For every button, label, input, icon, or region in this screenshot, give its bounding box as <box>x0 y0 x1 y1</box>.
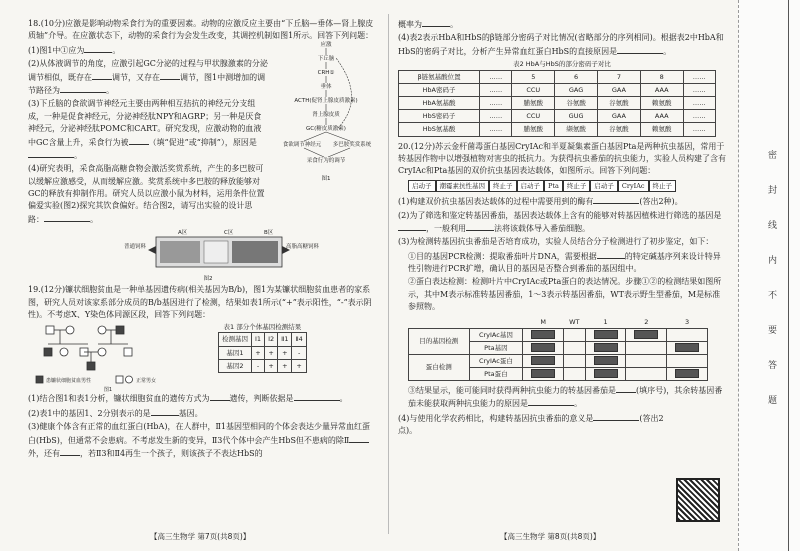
gel-cell <box>523 354 564 367</box>
gel-cell <box>626 341 667 354</box>
t2-h6: …… <box>683 71 715 84</box>
table-row <box>219 359 307 372</box>
margin-char-2: 线 <box>768 221 778 231</box>
gel-band <box>594 369 618 378</box>
gel-band <box>594 356 618 365</box>
vector-box-6: 启动子 <box>590 180 618 192</box>
vector-box-2: 终止子 <box>489 180 517 192</box>
t2-r1c0: HbA氨基酸 <box>399 97 480 110</box>
table-row <box>219 346 307 359</box>
t2-r1c4: 谷氨酸 <box>597 97 640 110</box>
gel-h3: 2 <box>644 317 649 326</box>
vector-box-0: 启动子 <box>408 180 436 192</box>
gel-cell <box>523 328 564 341</box>
t2-r2c1: …… <box>480 110 512 123</box>
t2-r3c4: 谷氨酸 <box>597 123 640 136</box>
fig1-caption: 图1 <box>321 175 331 182</box>
gel-cell <box>667 328 708 341</box>
table-row <box>409 354 708 367</box>
gel-header-empty <box>409 316 523 329</box>
gel-cell <box>585 341 626 354</box>
blank-q20-4[interactable] <box>593 412 639 421</box>
blank-q19-2[interactable] <box>151 407 179 416</box>
figure-1-flowchart <box>276 38 376 188</box>
gel-cell <box>667 354 708 367</box>
q20-head: 20.(12分)苏云金杆菌毒蛋白基因CryIAc和半夏凝集素蛋白基因Pta是两种抗虫基因，常用于转基因作物中以增强植物对害虫的抵抗力。为获得抗虫番茄的抗虫能力，实验人员构建了含有CryIAc和Pta基因的双价抗虫基因表达载体，如图所示。回答下列问题： <box>398 141 726 176</box>
gel-band <box>531 343 555 352</box>
fig1-node-5: 肾上腺皮质 <box>312 111 340 118</box>
fig1-node-9: 采食行为的调节 <box>306 157 346 164</box>
q20-3: (3)为检测转基因抗虫番茄是否培育成功，实验人员结合分子检测进行了初步鉴定，如下： <box>398 237 714 247</box>
table-row <box>399 97 716 110</box>
q19-3c: ，若Ⅱ3和Ⅱ4再生一个孩子，则该孩子不表达HbS的 <box>80 448 263 458</box>
table1 <box>218 332 307 372</box>
margin-char-1: 封 <box>768 186 778 196</box>
gel-cell <box>585 354 626 367</box>
t2-h4: 7 <box>597 71 640 84</box>
blank-q18-4[interactable] <box>44 213 90 222</box>
pedigree-legend-normal: 正常男女 <box>136 378 157 385</box>
blank-q18-2c[interactable] <box>60 84 106 93</box>
t2-r1c3: 谷氨酸 <box>555 97 598 110</box>
gel-results-table <box>408 316 708 381</box>
margin-char-0: 密 <box>768 151 778 161</box>
t2-r0c5: AAA <box>640 84 683 97</box>
qr-code <box>676 478 720 522</box>
q18-2c: 调节，图1中测增加的调节路径为 <box>28 72 266 95</box>
t1-h2: Ⅰ2 <box>265 333 278 346</box>
footer-left: 【高三生物学 第7页(共8页)】 <box>150 532 251 541</box>
blank-q19-1a[interactable] <box>210 392 230 401</box>
t2-r2c5: AAA <box>640 110 683 123</box>
blank-q20-3c[interactable] <box>616 384 636 393</box>
t1-r0c0: 基因1 <box>219 346 252 359</box>
t2-r0c1: …… <box>480 84 512 97</box>
blank-q19-1b[interactable] <box>294 392 340 401</box>
t1-r1c4: + <box>292 359 306 372</box>
vector-box-7: CryIAc <box>618 180 649 192</box>
gel-cell <box>564 341 586 354</box>
pedigree-caption: 图1 <box>103 387 113 393</box>
q18-2b: 调节，又存在 <box>112 72 160 82</box>
blank-q18-3[interactable] <box>129 136 149 145</box>
blank-q19-3b[interactable] <box>60 447 80 456</box>
q20-3a2: 的特定碱基序列来设计特异性引物进行PCR扩增，确认目的基因是否整合到番茄的基因组中。 <box>408 251 721 274</box>
q19-4: (4)表2表示HbA和HbS的β链部分密码子对比情况(省略部分的序列相同)。根据表2中HbA和HbS的密码子对比，分析产生异常血红蛋白HbS的直接原因是 <box>398 33 724 56</box>
t1-r1c1: - <box>252 359 265 372</box>
margin-char-4: 不 <box>768 291 778 301</box>
figure-2-svg <box>28 228 376 282</box>
q19-2: (2)表1中的基因1、2分别表示的是 <box>28 408 151 418</box>
fig1-node-0: 应激 <box>320 41 332 48</box>
q20-2b: ，一般利用 <box>426 223 466 233</box>
t2-r3c3: 缬氨酸 <box>555 123 598 136</box>
seal-margin-line <box>788 0 789 551</box>
q20-1b: (答出2种)。 <box>639 197 683 207</box>
t2-r3c5: 赖氨酸 <box>640 123 683 136</box>
t2-r1c6: …… <box>683 97 715 110</box>
fig2-c: C区 <box>224 230 234 237</box>
table2-header-row <box>399 71 716 84</box>
gel-cell <box>564 354 586 367</box>
blank-r-top[interactable] <box>422 18 450 27</box>
t1-r0c3: + <box>278 346 292 359</box>
t2-r3c1: …… <box>480 123 512 136</box>
q18-subs: (1)图1中①应为 。 (2)从体液调节的角度，应激引起GC分泌的过程与甲状腺激素的分泌调节相似，既存在 调节，又存在 调节，图1中测增加的调节路径为 。 (3)下丘脑的食欲调节神经元主要由两种相互拮抗的神经元分支组成，一种是促食神经元，分泌神经肽NPY和AGRP；另一种是厌食神经元，分泌神经肽POMC和CART。研究发现，应激动物的血液中GC含量上升，采食行为被 （填“促进”或“抑制”），原因是。 <box>28 45 268 160</box>
left-column: 18.(10分)应激是影响动物采食行为的重要因素。动物的应激反应主要由“下丘脑—垂体—肾上腺皮质轴”介导。在应激状态下，动物的采食行为会发生改变，其调控机制如图1所示。回答下列问题： (1)图1中①应为 。 (2)从体液调节的角度，应激引起GC分泌的过程与甲状腺激素的分泌调节相似，既存在 调节，又存在 调节，图1中测增加的调节路径为 。 (3)下丘脑的食欲调节神经元主要由两种相互拮抗的神经元分支组成，一种是促食神经元，分泌神经肽NPY和AGRP；另一种是厌食神经元，分泌神经肽POMC和CART。研究发现，应激动物的血液中GC含量上升，采食行为被 （填“促进”或“抑制”），原因是。 应激 下丘脑 CRH① 垂体 ACTH(促肾上腺皮质激素) 肾上腺皮质 GC(糖皮质激素) 食欲调节神经元 多巴胺奖赏系统 采食行为的调节 图1 (4)研究表明，采食高脂高糖食物会激活奖赏系统，产生的多巴胺可以缓解应激感受，从而缓解应激。奖赏系统中多巴胺的释放能够对GC的释放有抑制作用。研究人员以应激小鼠为材料，运用条件位置偏爱实验(图2)探究其饮食偏好。结合图2，请写出实验的设计思路： 。 普通饲料 高脂高糖饲料 A区 C区 B区 图2 19.(12分)镰状细胞贫血是一种单基因遗传病(相关基因为B/b)，图1为某镰状细胞贫血患者的家系图，研究人员对该家系部分成员的B/b基因进行了检测，结果如表1所示(“+”表示阳性，“-”表示阴性)。不考虑X、Y染色体同源区段，回答下列问题： 患镰状细胞贫血男性 正常男女 图1 表1 部分个体基因检测结果 检测基因 Ⅰ1 Ⅰ2 Ⅱ1 Ⅱ4 基因1 + + + - 基因2 - + + + (1)结合图1和表1分析，镰状细胞贫血的遗传方式为 遗传，判断依据是 。 (2)表1中的基因1、2分别表示的是 基因。 (3)健康个体含有正常的血红蛋白(HbA)，在人群中，Ⅱ1基因型相同的个体会表达少量异常血红蛋白(HbS)，但通常不会患病。不考虑发生新的变异，Ⅱ3代个体中会产生HbS但不患病的除Ⅱ外，还有 ，若Ⅱ3和Ⅱ4再生一个孩子，则该孩子不表达HbS的 <box>28 18 376 461</box>
blank-q20-3c2[interactable] <box>528 397 574 406</box>
table-row <box>409 328 708 341</box>
t2-r2c0: HbS密码子 <box>399 110 480 123</box>
table-row <box>399 110 716 123</box>
t1-h0: 检测基因 <box>219 333 252 346</box>
q18-body <box>28 41 376 182</box>
blank-q19-4[interactable] <box>617 45 663 54</box>
vector-box-3: 启动子 <box>517 180 545 192</box>
fig2-right-food: 高脂高糖饲料 <box>286 244 320 251</box>
t2-r2c4: GAA <box>597 110 640 123</box>
gel-h2: 1 <box>603 317 608 326</box>
t2-r0c4: GAA <box>597 84 640 97</box>
gel-cell <box>564 328 586 341</box>
blank-q18-3b[interactable] <box>28 149 74 158</box>
t2-r0c3: GAG <box>555 84 598 97</box>
q19-3b: 外，还有 <box>28 448 60 458</box>
q18-1: (1)图1中①应为 <box>28 45 85 55</box>
fig1-node-6: GC(糖皮质激素) <box>306 125 346 132</box>
gel-band <box>594 343 618 352</box>
q18-3b: （填“促进”或“抑制”），原因是 <box>148 137 257 147</box>
q20-3a: ①目的基因PCR检测：提取番茄叶片DNA，需要根据 <box>408 251 597 261</box>
t1-r1c0: 基因2 <box>219 359 252 372</box>
gel-band <box>531 369 555 378</box>
gel-h1: WT <box>569 317 580 326</box>
gel-cell <box>523 341 564 354</box>
gel-group-0: 目的基因检测 <box>409 328 470 354</box>
q20-3c2: (填序号)，其余转基因番茄未能获取两种抗虫能力的原因是 <box>408 385 723 409</box>
gel-group-1: 蛋白检测 <box>409 354 470 380</box>
q18-2a: (2)从体液调节的角度，应激引起GC分泌的过程与甲状腺激素的分泌调节相似，既存在 <box>28 59 268 82</box>
fig2-caption: 图2 <box>203 276 213 283</box>
blank-q19-3a[interactable] <box>349 434 369 443</box>
q20-4b: (答出2点)。 <box>398 413 664 436</box>
q20-2c: 法将该载体导入番茄细胞。 <box>494 223 590 233</box>
t1-r0c4: - <box>292 346 306 359</box>
gel-cell <box>585 367 626 380</box>
t2-r0c2: CCU <box>512 84 555 97</box>
t1-h3: Ⅱ1 <box>278 333 292 346</box>
t2-h5: 8 <box>640 71 683 84</box>
vector-box-5: 终止子 <box>563 180 591 192</box>
vector-diagram <box>408 180 726 192</box>
fig1-node-7: 食欲调节神经元 <box>282 141 322 148</box>
gel-h4: 3 <box>685 317 690 326</box>
table-row <box>399 123 716 136</box>
table1-wrap <box>218 322 307 372</box>
fig1-node-2: CRH① <box>317 69 335 76</box>
fig1-node-3: 垂体 <box>320 83 332 90</box>
gel-cell <box>626 354 667 367</box>
q18-4: (4)研究表明，采食高脂高糖食物会激活奖赏系统，产生的多巴胺可以缓解应激感受，从而缓解应激。奖赏系统中多巴胺的释放能够对GC的释放有抑制作用。研究人员以应激小鼠为材料，运用条件位置偏爱实验(图2)探究其饮食偏好。结合图2，请写出实验的设计思路： <box>28 164 265 224</box>
gel-row-label: CryIAc蛋白 <box>469 354 523 367</box>
t2-r0c0: HbA密码子 <box>399 84 480 97</box>
table-row <box>399 84 716 97</box>
gel-band <box>675 343 699 352</box>
t2-r3c2: 脯氨酸 <box>512 123 555 136</box>
q20-4: (4)与使用化学农药相比，构建转基因抗虫番茄的意义是 <box>398 413 594 423</box>
gel-cell <box>626 367 667 380</box>
t1-r1c2: + <box>265 359 278 372</box>
gel-band <box>531 356 555 365</box>
t2-h0: β链氨基酸位置 <box>399 71 480 84</box>
table2 <box>398 70 716 136</box>
gel-cell <box>667 367 708 380</box>
gel-row-label: Pta基因 <box>469 341 523 354</box>
t2-h1: …… <box>480 71 512 84</box>
blank-q20-3a[interactable] <box>597 250 625 259</box>
gel-header-row <box>409 316 708 329</box>
t2-r3c0: HbS氨基酸 <box>399 123 480 136</box>
t1-h1: Ⅰ1 <box>252 333 265 346</box>
gel-band <box>634 330 658 339</box>
vector-box-1: 潮霉素抗性基因 <box>436 180 490 192</box>
blank-q20-2b[interactable] <box>466 222 494 231</box>
t2-r1c2: 脯氨酸 <box>512 97 555 110</box>
right-column: 概率为 。 (4)表2表示HbA和HbS的β链部分密码子对比情况(省略部分的序列相同)。根据表2中HbA和HbS的密码子对比，分析产生异常血红蛋白HbS的直接原因是 。 表2 HbA与HbS的部分密码子对比 β链氨基酸位置 …… 5 6 7 8 …… HbA密码子 …… CCU GAG GAA AAA …… HbA氨基酸 …… 脯氨酸 谷氨酸 谷氨酸 赖氨酸 …… HbS密码子 …… CCU GUG GAA AAA …… HbS氨基酸 …… 脯氨酸 缬氨酸 谷氨酸 赖氨酸 …… 20.(12分)苏云金杆菌毒蛋白基因CryIAc和半夏凝集素蛋白基因Pta是两种抗虫基因，常用于转基因作物中以增强植物对害虫的抵抗力。为获得抗虫番茄的抗虫能力，实验人员构建了含有CryIAc和Pta基因的双价抗虫基因表达载体，如图所示。回答下列问题： 启动子 潮霉素抗性基因 终止子 启动子 Pta 终止子 启动子 CryIAc 终止子 (1)构建双价抗虫基因表达载体的过程中需要用到的酶有 (答出2种)。 (2)为了筛选和鉴定转基因番茄，基因表达载体上含有的能够对转基因植株进行筛选的基因是，一般利用 法将该载体导入番茄细胞。 (3)为检测转基因抗虫番茄是否培育成功，实验人员结合分子检测进行了初步鉴定，如下： ①目的基因PCR检测：提取番茄叶片DNA，需要根据 的特定碱基序列来设计特异性引物进行PCR扩增，确认目的基因是否整合到番茄的基因组中。 ②蛋白表达检测：检测叶片中CryIAc或Pta蛋白的表达情况。步骤①②的检测结果如图所示，其中M表示标准转基因番茄，1～3表示转基因番茄，WT表示野生型番茄，M是标准参照物。 M WT 1 2 3 目的基因检测 CryIAc基因 Pta基因 蛋白检测 CryIAc蛋白 Pta蛋白 ③结果显示，能可能同时获得两种抗虫能力的转基因番茄是 (填序号)，其余转基因番茄未能获取两种抗虫能力的原因是 。 (4)与使用化学农药相比，构建转基因抗虫番茄的意义是 (答出2点)。 <box>398 20 726 436</box>
table2-title: 表2 HbA与HbS的部分密码子对比 <box>513 60 611 69</box>
q18-3: (3)下丘脑的食欲调节神经元主要由两种相互拮抗的神经元分支组成，一种是促食神经元，分泌神经肽NPY和AGRP；另一种是厌食神经元，分泌神经肽POMC和CART。研究发现，应激动物的血液中GC含量上升，采食行为被 <box>28 99 262 147</box>
t2-r2c6: …… <box>683 110 715 123</box>
vector-box-8: 终止子 <box>649 180 677 192</box>
q19-3: (3)健康个体含有正常的血红蛋白(HbA)，在人群中，Ⅱ1基因型相同的个体会表达少量异常血红蛋白(HbS)，但通常不会患病。不考虑发生新的变异，Ⅱ3代个体中会产生HbS但不患病的除Ⅱ <box>28 422 370 445</box>
t1-r0c2: + <box>265 346 278 359</box>
blank-q20-2a[interactable] <box>398 222 426 231</box>
gel-cell <box>667 341 708 354</box>
t2-r1c1: …… <box>480 97 512 110</box>
gel-cell <box>585 328 626 341</box>
margin-char-7: 题 <box>768 396 778 406</box>
gel-row-label: CryIAc基因 <box>469 328 523 341</box>
fig1-node-1: 下丘脑 <box>317 55 335 62</box>
t1-r0c1: + <box>252 346 265 359</box>
gel-band <box>594 330 618 339</box>
q18-head: 18.(10分)应激是影响动物采食行为的重要因素。动物的应激反应主要由“下丘脑—垂体—肾上腺皮质轴”介导。在应激状态下，动物的采食行为会发生改变，其调控机制如图1所示。回答下列问题： <box>28 19 374 41</box>
footer-right: 【高三生物学 第8页(共8页)】 <box>500 532 601 541</box>
fig1-node-8: 多巴胺奖赏系统 <box>332 141 372 148</box>
margin-char-5: 要 <box>768 326 778 336</box>
margin-char-6: 答 <box>768 361 778 371</box>
t2-r2c3: GUG <box>555 110 598 123</box>
q19-1b: 遗传，判断依据是 <box>229 394 294 404</box>
fig2-b: B区 <box>264 230 274 237</box>
blank-q18-2a[interactable] <box>92 71 112 80</box>
t2-h3: 6 <box>555 71 598 84</box>
gel-band <box>675 369 699 378</box>
t2-h2: 5 <box>512 71 555 84</box>
q20-3c: ③结果显示，能可能同时获得两种抗虫能力的转基因番茄是 <box>408 385 616 395</box>
gel-cell <box>564 367 586 380</box>
gel-row-label: Pta蛋白 <box>469 367 523 380</box>
q19-2b: 基因。 <box>178 408 203 418</box>
q20-2: (2)为了筛选和鉴定转基因番茄，基因表达载体上含有的能够对转基因植株进行筛选的基因是 <box>398 210 722 220</box>
table1-title: 表1 部分个体基因检测结果 <box>223 323 302 332</box>
q20-3b: ②蛋白表达检测：检测叶片中CryIAc或Pta蛋白的表达情况。步骤①②的检测结果如图所示，其中M表示标准转基因番茄，1～3表示转基因番茄，WT表示野生型番茄，M是标准参照物。 <box>408 277 722 312</box>
fig2-left-food: 普通饲料 <box>124 244 147 251</box>
blank-q20-1[interactable] <box>593 195 639 204</box>
gel-h0: M <box>540 317 546 326</box>
r-top: 概率为 <box>398 20 422 29</box>
fig2-a: A区 <box>178 230 188 237</box>
gel-band <box>531 330 555 339</box>
pedigree-chart <box>28 322 188 392</box>
q19-figures <box>28 322 376 392</box>
figure-2 <box>28 228 376 282</box>
margin-char-3: 内 <box>768 256 778 266</box>
gel-cell <box>626 328 667 341</box>
q20-1: (1)构建双价抗虫基因表达载体的过程中需要用到的酶有 <box>398 197 594 207</box>
fig1-node-4: ACTH(促肾上腺皮质激素) <box>294 97 358 104</box>
t2-r2c2: CCU <box>512 110 555 123</box>
q19-1: (1)结合图1和表1分析，镰状细胞贫血的遗传方式为 <box>28 394 210 404</box>
vector-box-4: Pta <box>544 180 563 192</box>
t1-h4: Ⅱ4 <box>292 333 306 346</box>
t2-r1c5: 赖氨酸 <box>640 97 683 110</box>
pedigree-legend-affected: 患镰状细胞贫血男性 <box>46 378 92 385</box>
table1-header-row <box>219 333 307 346</box>
blank-q18-1[interactable] <box>84 44 112 53</box>
column-divider <box>388 14 389 534</box>
t2-r3c6: …… <box>683 123 715 136</box>
blank-q18-2b[interactable] <box>160 71 180 80</box>
t1-r1c3: + <box>278 359 292 372</box>
gel-cell <box>523 367 564 380</box>
seal-margin <box>738 0 800 551</box>
q19-head: 19.(12分)镰状细胞贫血是一种单基因遗传病(相关基因为B/b)，图1为某镰状细胞贫血患者的家系图，研究人员对该家系部分成员的B/b基因进行了检测，结果如表1所示(“+”表示阳性，“-”表示阴性)。不考虑X、Y染色体同源区段，回答下列问题： <box>28 285 372 320</box>
t2-r0c6: …… <box>683 84 715 97</box>
